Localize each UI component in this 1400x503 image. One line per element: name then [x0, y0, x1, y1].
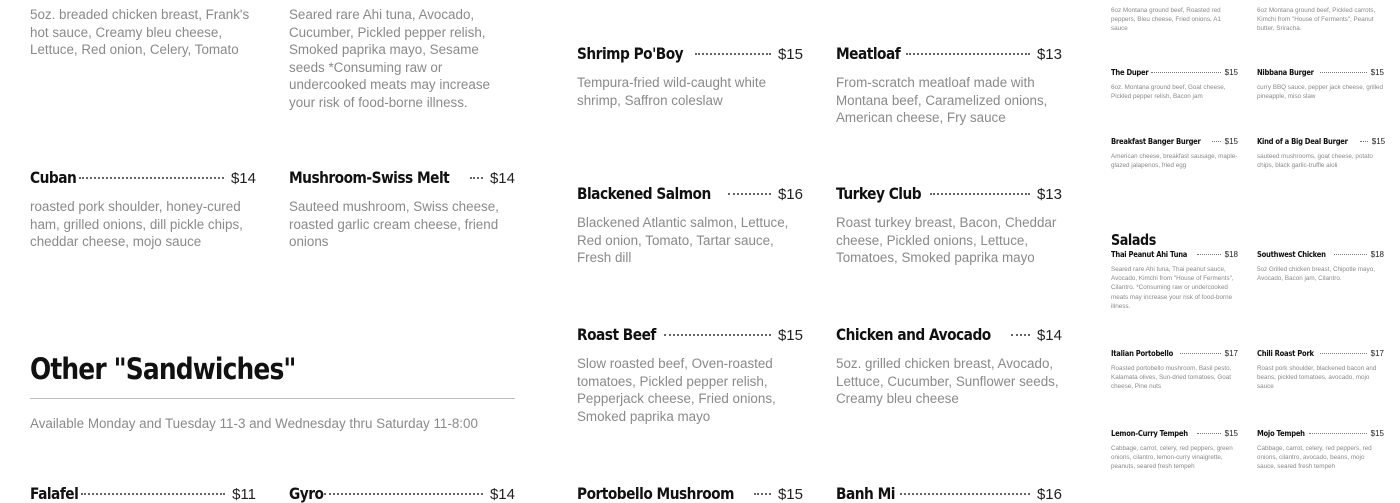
leader-dots: [324, 493, 483, 495]
item-price: $14: [1036, 327, 1062, 344]
item-name: Banh Mi: [836, 484, 895, 503]
menu-item-thai-peanut-ahi-tuna: [1111, 250, 1238, 311]
leader-dots: [1320, 72, 1367, 73]
item-price: $13: [1036, 186, 1062, 203]
item-price: $11: [232, 486, 256, 503]
item-description: Roast pork shoulder, blackened bacon and beans, pickled tomatoes, avocado, mojo sauce: [1257, 365, 1377, 391]
item-name: Lemon-Curry Tempeh: [1111, 429, 1188, 438]
item-price: $14: [489, 170, 515, 187]
item-price: $15: [1370, 429, 1384, 438]
leader-dots: [1212, 141, 1220, 142]
item-description: Tempura-fried wild-caught white shrimp, Saffron coleslaw: [577, 75, 767, 108]
item-price: $16: [777, 186, 803, 203]
menu-item-portobello-mushroom: [577, 484, 803, 503]
leader-dots: [1151, 72, 1221, 73]
menu-item-gyro: [289, 484, 515, 503]
leader-dots: [1197, 254, 1221, 255]
item-description: roasted pork shoulder, honey-cured ham, grilled onions, dill pickle chips, cheddar cheese, mojo sauce: [30, 199, 243, 250]
item-price: $15: [777, 327, 803, 344]
item-name: Blackened Salmon: [577, 184, 711, 203]
menu-item-big-deal-burger: [1257, 137, 1384, 170]
menu-item-banh-mi: [836, 484, 1062, 503]
item-name: Southwest Chicken: [1257, 250, 1326, 259]
item-price: $18: [1224, 250, 1238, 259]
item-description: American cheese, breakfast sausage, maple-glazed jalapenos, fried egg: [1111, 153, 1238, 170]
item-name: The Duper: [1111, 68, 1149, 77]
leader-dots: [906, 53, 1030, 55]
item-description: sauteed mushrooms, goat cheese, potato chips, black garlic-truffle aioli: [1257, 153, 1373, 170]
menu-item-desc-top-small-2: 6oz Montana ground beef, Pickled carrots, Kimchi from "House of Ferments", Peanut butter, Sriracha.: [1257, 7, 1376, 33]
item-name: Falafel: [30, 484, 79, 503]
menu-item-turkey-club: [836, 184, 1062, 267]
leader-dots: [1197, 433, 1220, 434]
menu-item-breakfast-banger: [1111, 137, 1238, 170]
menu-item-chicken-avocado: [836, 325, 1062, 408]
item-price: $15: [1224, 137, 1238, 146]
item-name: Italian Portobello: [1111, 349, 1173, 358]
item-name: Cuban: [30, 168, 77, 187]
item-name: Chili Roast Pork: [1257, 349, 1314, 358]
item-description: Cabbage, carrot, celery, red peppers, green onions, cilantro, lemon-curry vinaigrette, peanuts, seared fresh tempeh: [1111, 445, 1233, 471]
item-price: $14: [489, 486, 515, 503]
item-price: $15: [1224, 68, 1238, 77]
menu-item-roast-beef: [577, 325, 803, 425]
item-price: $17: [1370, 349, 1384, 358]
leader-dots: [754, 493, 771, 495]
item-name: Gyro: [289, 484, 324, 503]
leader-dots: [1320, 353, 1367, 354]
item-description: Seared rare Ahi tuna, Thai peanut sauce, Avocado, Kimchi from "House of Ferments", Cilantro. *Consuming raw or undercooked meats may increase your risk of food-borne illness.: [1111, 266, 1234, 310]
leader-dots: [900, 493, 1030, 495]
item-name: Mushroom-Swiss Melt: [289, 168, 450, 187]
item-description: curry BBQ sauce, pepper jack cheese, grilled pineapple, miso slaw: [1257, 84, 1383, 101]
item-price: $15: [777, 46, 803, 63]
item-price: $15: [777, 486, 803, 503]
item-description: Roast turkey breast, Bacon, Cheddar cheese, Pickled onions, Lettuce, Tomatoes, Smoked paprika mayo: [836, 215, 1057, 266]
item-description: Blackened Atlantic salmon, Lettuce, Red onion, Tomato, Tartar sauce, Fresh dill: [577, 215, 789, 266]
menu-item-southwest-chicken: [1257, 250, 1384, 283]
menu-item-desc-top-1: 5oz. breaded chicken breast, Frank's hot sauce, Creamy bleu cheese, Lettuce, Red onion, Celery, Tomato: [30, 7, 250, 58]
menu-item-lemon-curry-tempeh: [1111, 429, 1238, 472]
item-name: Breakfast Banger Burger: [1111, 137, 1201, 146]
menu-item-shrimp-poboy: [577, 44, 803, 109]
leader-dots: [1011, 334, 1030, 336]
item-price: $18: [1370, 250, 1384, 259]
item-price: $17: [1224, 349, 1238, 358]
menu-item-the-duper: [1111, 68, 1238, 101]
menu-item-cuban: [30, 168, 256, 251]
leader-dots: [470, 177, 483, 179]
menu-item-falafel: [30, 484, 256, 503]
item-price: $13: [1036, 46, 1062, 63]
item-description: 6oz. Montana ground beef, Goat cheese, Pickled pepper relish, Bacon jam: [1111, 84, 1226, 101]
item-description: 5oz. grilled chicken breast, Avocado, Lettuce, Cucumber, Sunflower seeds, Creamy bleu cheese: [836, 356, 1059, 407]
menu-item-desc-top-small-1: 6oz Montana ground beef, Roasted red peppers, Bleu cheese, Fried onions, A1 sauce: [1111, 7, 1221, 33]
section-divider: [30, 398, 515, 399]
leader-dots: [79, 177, 224, 179]
menu-item-desc-top-2: Seared rare Ahi tuna, Avocado, Cucumber, Pickled pepper relish, Smoked paprika mayo, Sesame seeds *Consuming raw or undercooked meats may increase your risk of food-borne illness.: [289, 7, 490, 110]
salads-section-title: Salads: [1111, 231, 1156, 249]
item-description: 5oz Grilled chicken breast, Chipotle mayo, Avocado, Bacon jam, Cilantro.: [1257, 266, 1375, 283]
menu-item-blackened-salmon: [577, 184, 803, 267]
item-name: Shrimp Po'Boy: [577, 44, 684, 63]
menu-item-meatloaf: [836, 44, 1062, 127]
item-description: Roasted portobello mushroom, Basil pesto, Kalamata olives, Sun-dried tomatoes, Goat cheese, Pine nuts: [1111, 365, 1232, 391]
menu-item-mushroom-swiss-melt: [289, 168, 515, 251]
leader-dots: [664, 334, 771, 336]
item-price: $14: [230, 170, 256, 187]
item-name: Kind of a Big Deal Burger: [1257, 137, 1348, 146]
section-title: Other "Sandwiches": [30, 352, 296, 386]
leader-dots: [930, 193, 1030, 195]
item-name: Mojo Tempeh: [1257, 429, 1305, 438]
leader-dots: [81, 493, 225, 495]
item-price: $15: [1371, 137, 1386, 146]
section-availability: Available Monday and Tuesday 11-3 and Wednesday thru Saturday 11-8:00: [30, 416, 478, 431]
leader-dots: [1309, 433, 1366, 434]
item-name: Portobello Mushroom: [577, 484, 734, 503]
item-name: Turkey Club: [836, 184, 922, 203]
menu-item-italian-portobello: [1111, 349, 1238, 392]
menu-item-nibbana-burger: [1257, 68, 1384, 101]
menu-item-chili-roast-pork: [1257, 349, 1384, 392]
leader-dots: [1334, 254, 1367, 255]
item-name: Roast Beef: [577, 325, 656, 344]
item-description: Cabbage, carrot, celery, red peppers, red onions, cilantro, avocado, beans, mojo sauce, seared fresh tempeh: [1257, 445, 1372, 471]
item-price: $15: [1224, 429, 1238, 438]
leader-dots: [728, 193, 771, 195]
item-name: Nibbana Burger: [1257, 68, 1314, 77]
leader-dots: [1360, 141, 1368, 142]
menu-item-mojo-tempeh: [1257, 429, 1384, 472]
item-description: Sauteed mushroom, Swiss cheese, roasted garlic cream cheese, friend onions: [289, 199, 499, 250]
leader-dots: [695, 53, 771, 55]
item-price: $15: [1370, 68, 1384, 77]
item-name: Meatloaf: [836, 44, 901, 63]
item-description: From-scratch meatloaf made with Montana beef, Caramelized onions, American cheese, Fry sauce: [836, 75, 1048, 126]
item-description: Slow roasted beef, Oven-roasted tomatoes, Pickled pepper relish, Pepperjack cheese, Fried onions, Smoked paprika mayo: [577, 356, 776, 424]
item-name: Chicken and Avocado: [836, 325, 991, 344]
leader-dots: [1180, 353, 1221, 354]
item-name: Thai Peanut Ahi Tuna: [1111, 250, 1188, 259]
item-price: $16: [1036, 486, 1062, 503]
